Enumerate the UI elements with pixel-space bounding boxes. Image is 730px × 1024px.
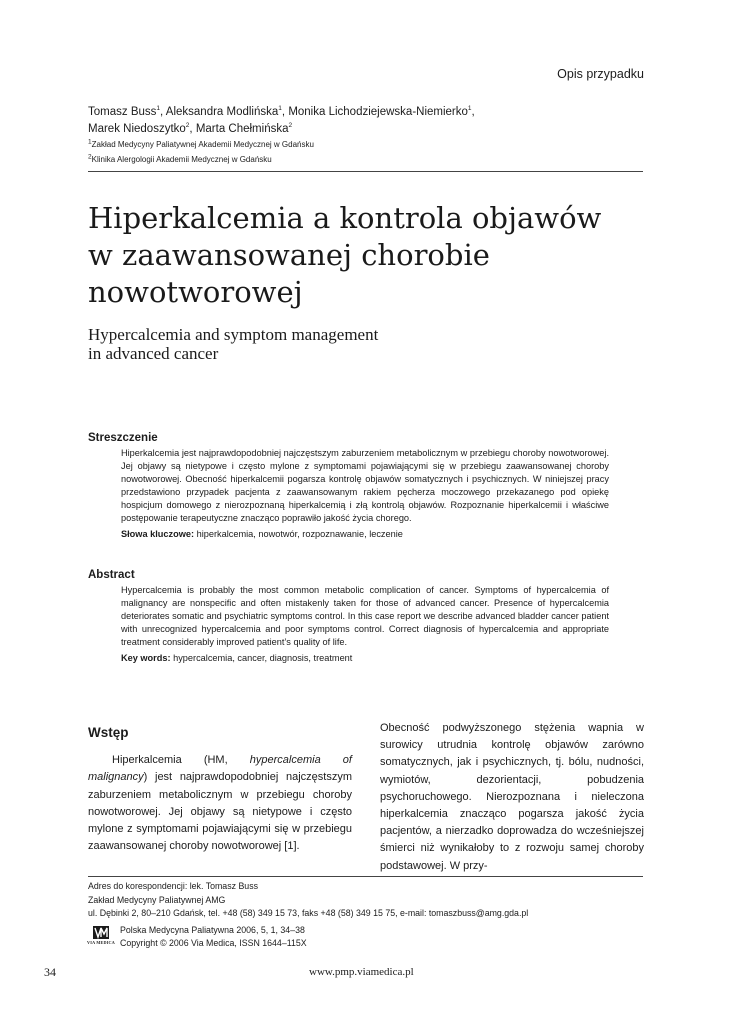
- title-line: in advanced cancer: [88, 344, 219, 363]
- keywords-label: Słowa kluczowe:: [121, 529, 195, 539]
- author-affiliation-mark: 2: [288, 122, 293, 130]
- intro-paragraph-left: [88, 752, 352, 855]
- author-name: Marta Chełmińska: [195, 123, 289, 135]
- journal-website: www.pmp.viamedica.pl: [309, 966, 414, 978]
- abstract-section: [121, 584, 609, 665]
- author-affiliation-mark: 1: [156, 105, 161, 113]
- author-separator: ,: [160, 106, 166, 118]
- header-divider: [88, 171, 643, 172]
- title-line: Hypercalcemia and symptom management: [88, 325, 379, 344]
- streszczenie-keywords: [121, 528, 609, 541]
- affiliation-mark: 2: [88, 153, 92, 161]
- intro-left-column: [88, 724, 352, 855]
- affiliation-mark: 1: [88, 138, 92, 146]
- article-title-english: [88, 325, 648, 363]
- keywords-label: Key words:: [121, 653, 171, 663]
- author-name: Monika Lichodziejewska-Niemierko: [288, 106, 468, 118]
- intro-text: ) jest najprawdopodobniej najczęstszym zaburzeniem metabolicznym w przebiegu choroby nowotworowej. Jej objawy są nietypowe i często mylone z symptomami pojawiającymi się w przebiegu zaawansowanej choroby nowotworowej [1].: [88, 771, 352, 853]
- author-separator: ,: [189, 123, 196, 135]
- abstract-keywords: [121, 652, 609, 665]
- author-name: Marek Niedoszytko: [88, 123, 186, 135]
- abstract-heading: Abstract: [88, 569, 135, 581]
- article-title-polish: [88, 200, 648, 311]
- title-line: nowotworowej: [88, 275, 303, 309]
- keywords-text: hiperkalcemia, nowotwór, rozpoznawanie, leczenie: [196, 529, 403, 539]
- intro-italic-term: hypercalcemia of malignancy: [88, 754, 352, 784]
- correspondence-line: ul. Dębinki 2, 80–210 Gdańsk, tel. +48 (58) 349 15 73, faks +48 (58) 349 15 75, e-mail: tomaszbuss@amg.gda.pl: [88, 908, 529, 918]
- title-line: Hiperkalcemia a kontrola objawów: [88, 201, 602, 235]
- page-number: 34: [44, 965, 56, 979]
- author-name: Tomasz Buss: [88, 106, 157, 118]
- via-medica-emblem-icon: [93, 926, 109, 939]
- footer-divider: [88, 876, 643, 877]
- journal-citation: Polska Medycyna Paliatywna 2006, 5, 1, 34–38: [120, 925, 305, 935]
- abstract-body: Hypercalcemia is probably the most common metabolic complication of cancer. Symptoms of hypercalcemia of malignancy are nonspecific and often mistakenly taken for those of advanced cancer. Presence of hypercalcemia deteriorates somatic and psychiatric symptoms control. In this case report we describe advanced bladder cancer patient with unrecognized hypercalcemia and poor symptoms control. Correct diagnosis of hypercalcemia and appropriate treatment considerably improved patient’s quality of life.: [121, 585, 609, 647]
- affiliation-text: Zakład Medycyny Paliatywnej Akademii Medycznej w Gdańsku: [91, 140, 314, 149]
- affiliation-text: Klinika Alergologii Akademii Medycznej w Gdańsku: [91, 155, 272, 164]
- author-list: [88, 104, 648, 138]
- author-affiliation-mark: 1: [467, 105, 472, 113]
- journal-copyright: Copyright © 2006 Via Medica, ISSN 1644–115X: [120, 937, 307, 948]
- affiliation-1: [88, 140, 314, 149]
- section-type-label: Opis przypadku: [557, 67, 644, 81]
- title-line: w zaawansowanej chorobie: [88, 238, 490, 272]
- streszczenie-section: [121, 447, 609, 541]
- author-separator: ,: [471, 106, 475, 118]
- author-line-2: [88, 121, 648, 138]
- correspondence-line: Zakład Medycyny Paliatywnej AMG: [88, 894, 226, 905]
- correspondence-line: Adres do korespondencji: lek. Tomasz Buss: [88, 881, 258, 891]
- author-name: Aleksandra Modlińska: [165, 106, 279, 118]
- intro-heading: Wstęp: [88, 725, 129, 740]
- streszczenie-heading: Streszczenie: [88, 432, 158, 444]
- intro-paragraph-right: Obecność podwyższonego stężenia wapnia w surowicy utrudnia kontrolę objawów zarówno somatycznych, jak i psychicznych, tj. bólu, nudności, wymiotów, dezorientacji, pobudzenia psychoruchowego. Nierozpoznana i nieleczona hiperkalcemia znacząco pogarsza jakość życia pacjentów, a nierzadko doprowadza do wcześniejszej śmierci niż wynikałoby to z rozwoju samej choroby podstawowej. W przy-: [380, 722, 644, 872]
- logo-text: VIA MEDICA: [87, 940, 115, 945]
- keywords-text: hypercalcemia, cancer, diagnosis, treatment: [173, 653, 353, 663]
- intro-text: Hiperkalcemia (HM,: [112, 754, 250, 767]
- author-affiliation-mark: 2: [185, 122, 190, 130]
- author-line-1: [88, 104, 648, 121]
- correspondence-block: [88, 880, 528, 921]
- author-affiliation-mark: 1: [278, 105, 282, 113]
- author-separator: ,: [281, 106, 289, 118]
- journal-info: [120, 924, 307, 949]
- intro-right-column: [380, 720, 644, 875]
- affiliation-2: [88, 155, 272, 164]
- via-medica-logo: [88, 926, 114, 948]
- streszczenie-body: Hiperkalcemia jest najprawdopodobniej najczęstszym zaburzeniem metabolicznym w przebiegu choroby nowotworowej. Jej objawy są nietypowe i często mylone z symptomami pojawiającymi się w przebiegu zaawansowanej choroby nowotworowej. Obecność hiperkalcemii pogarsza kontrolę objawów somatycznych i psychicznych. W niniejszej pracy przedstawiono przypadek pacjenta z zaawansowanym rakiem pęcherza moczowego przekazanego pod opiekę hospicjum domowego z nierozpoznaną hiperkalcemią i złą kontrolą objawów. Rozpoznanie hiperkalcemii i właściwe postępowanie terapeutyczne znacząco poprawiło jakość życia chorego.: [121, 448, 609, 523]
